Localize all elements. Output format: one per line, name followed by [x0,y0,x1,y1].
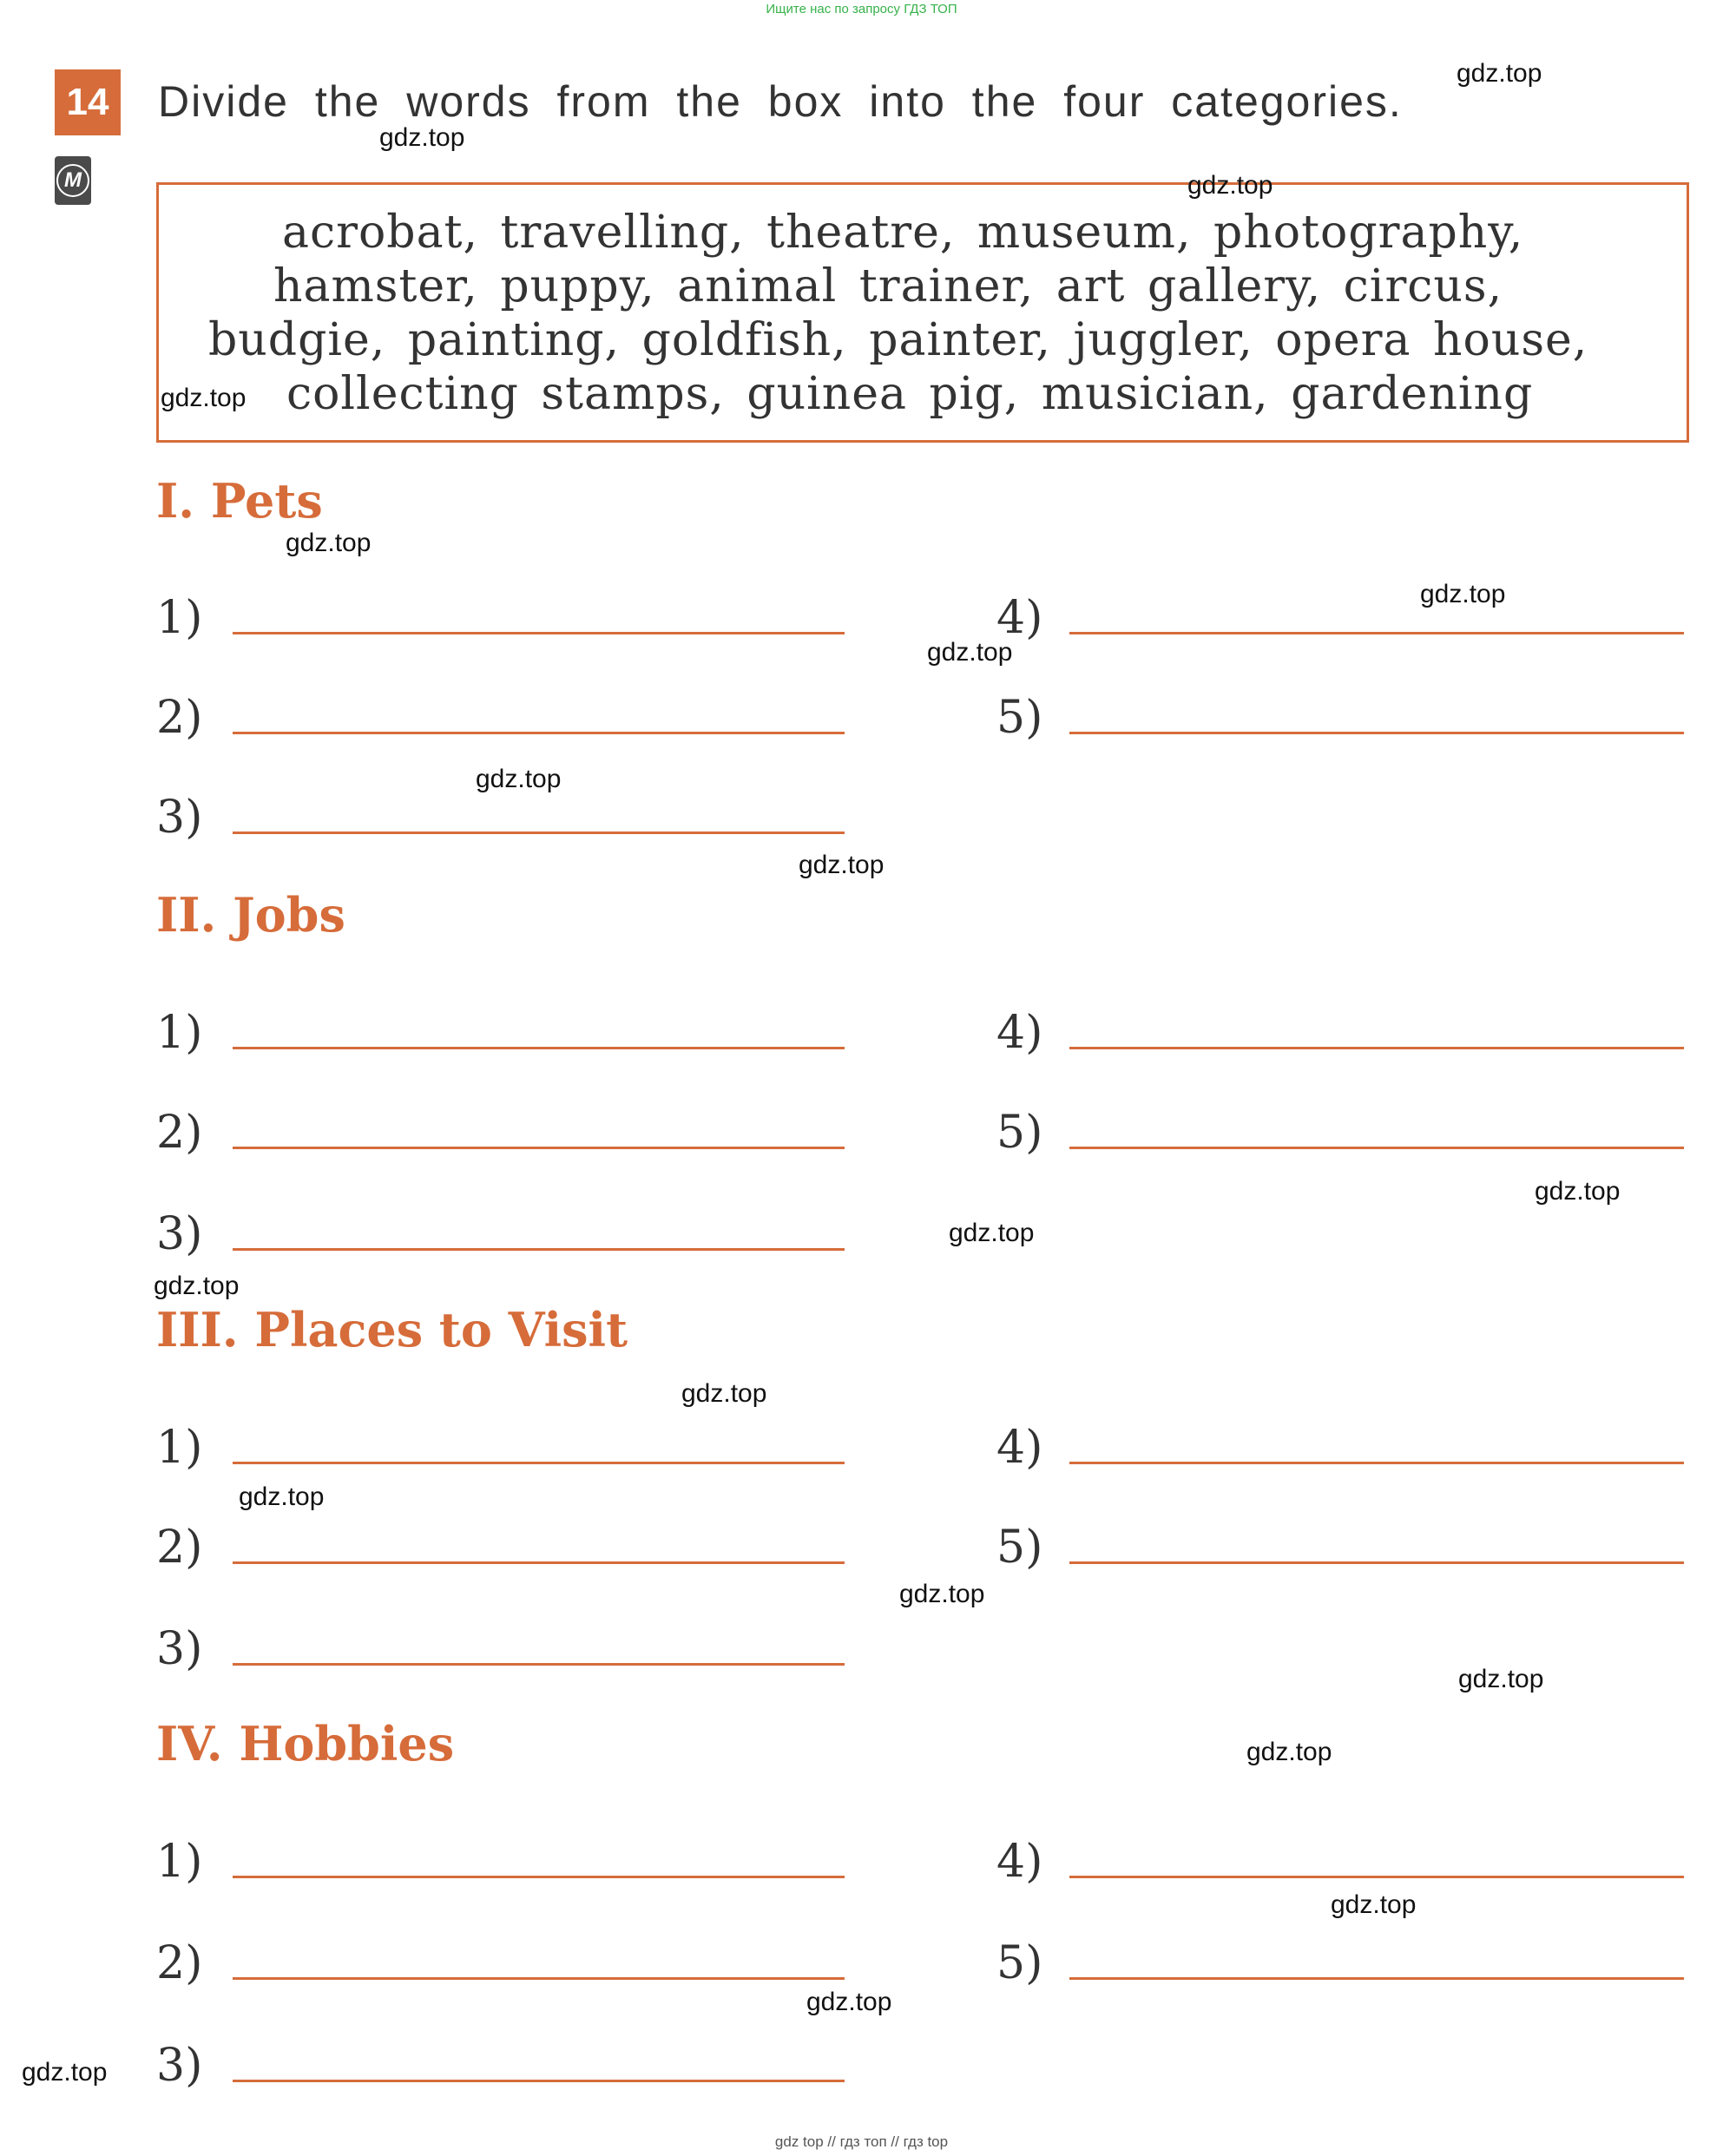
watermark: gdz.top [1187,171,1273,200]
watermark: gdz.top [22,2058,108,2087]
watermark: gdz.top [161,384,247,412]
answer-line[interactable] [1069,1977,1684,1980]
watermark: gdz.top [681,1379,767,1408]
section-title-places: III. Places to Visit [156,1302,628,1357]
bottom-banner[interactable]: gdz top // гдз топ // гдз top [774,2133,949,2150]
answer-number: 2) [156,692,203,744]
answer-line[interactable] [1069,632,1684,634]
answer-number: 3) [156,1208,203,1260]
watermark: gdz.top [154,1272,240,1300]
word-box-line: hamster, puppy, animal trainer, art gallery, circus, [273,260,1503,312]
watermark: gdz.top [379,123,465,152]
answer-number: 5) [996,1522,1043,1574]
watermark: gdz.top [1457,59,1542,88]
exercise-instruction: Divide the words from the box into the four categories. [158,77,1403,126]
answer-line[interactable] [1069,1147,1684,1149]
answer-line[interactable] [233,632,845,634]
watermark: gdz.top [799,851,885,879]
answer-number: 4) [996,592,1043,644]
watermark: gdz.top [239,1482,325,1511]
top-banner[interactable]: Ищите нас по запросу ГДЗ ТОП [766,2,957,16]
watermark: gdz.top [476,765,562,793]
word-box-line: budgie, painting, goldfish, painter, juggler, opera house, [208,314,1588,366]
answer-line[interactable] [1069,1047,1684,1049]
answer-line[interactable] [1069,1876,1684,1878]
answer-number: 1) [156,1422,203,1474]
answer-number: 3) [156,792,203,844]
answer-number: 3) [156,1623,203,1675]
answer-line[interactable] [1069,1561,1684,1564]
watermark: gdz.top [927,638,1013,667]
section-title-pets: I. Pets [156,473,323,529]
watermark: gdz.top [806,1988,892,2016]
answer-number: 5) [996,692,1043,744]
answer-number: 3) [156,2040,203,2092]
answer-number: 4) [996,1836,1043,1888]
answer-line[interactable] [233,1876,845,1878]
watermark: gdz.top [1420,580,1506,608]
watermark: gdz.top [899,1580,985,1608]
answer-line[interactable] [233,732,845,734]
answer-number: 1) [156,1007,203,1059]
answer-line[interactable] [1069,732,1684,734]
watermark: gdz.top [1535,1177,1621,1206]
answer-number: 2) [156,1522,203,1574]
watermark: gdz.top [286,529,372,557]
answer-line[interactable] [233,1977,845,1980]
exercise-number-badge: 14 [55,69,121,135]
m-icon: M [55,156,91,205]
answer-number: 1) [156,1836,203,1888]
answer-line[interactable] [233,1047,845,1049]
watermark: gdz.top [1331,1890,1417,1919]
section-title-jobs: II. Jobs [156,887,345,943]
answer-number: 4) [996,1422,1043,1474]
answer-line[interactable] [1069,1462,1684,1464]
answer-line[interactable] [233,832,845,834]
section-title-hobbies: IV. Hobbies [156,1716,455,1771]
watermark: gdz.top [1246,1738,1332,1766]
answer-number: 2) [156,1107,203,1159]
answer-number: 5) [996,1107,1043,1159]
answer-line[interactable] [233,1663,845,1666]
answer-line[interactable] [233,2080,845,2082]
answer-line[interactable] [233,1462,845,1464]
answer-number: 5) [996,1937,1043,1989]
word-box-line: acrobat, travelling, theatre, museum, photography, [282,207,1524,259]
answer-number: 1) [156,592,203,644]
answer-line[interactable] [233,1248,845,1251]
answer-number: 2) [156,1937,203,1989]
watermark: gdz.top [949,1219,1035,1247]
answer-line[interactable] [233,1147,845,1149]
answer-line[interactable] [233,1561,845,1564]
answer-number: 4) [996,1007,1043,1059]
watermark: gdz.top [1458,1665,1544,1693]
word-box-line: collecting stamps, guinea pig, musician, gardening [286,368,1534,420]
